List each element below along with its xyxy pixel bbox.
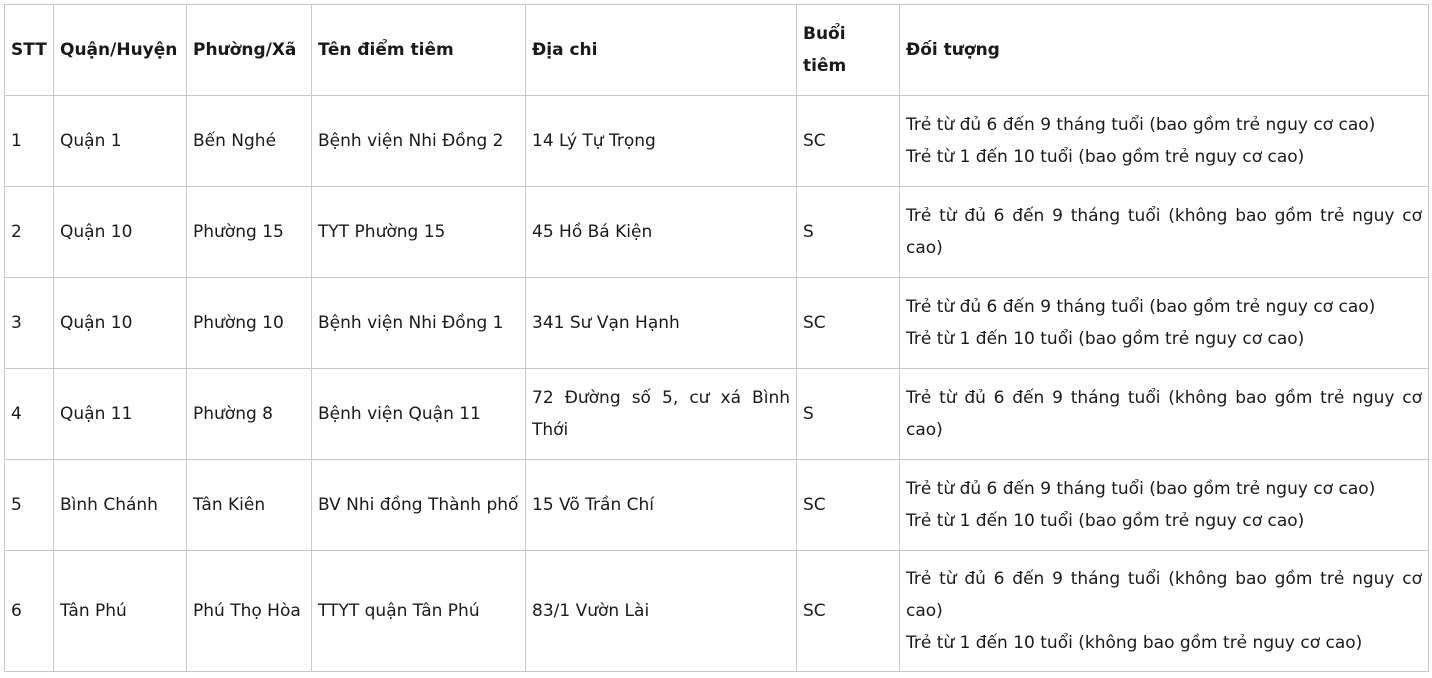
header-address: Địa chi (526, 5, 797, 96)
table-row (5, 96, 1429, 187)
target-line: Trẻ từ 1 đến 10 tuổi (bao gồm trẻ nguy cơ cao) (906, 511, 1305, 531)
target-line: Trẻ từ 1 đến 10 tuổi (bao gồm trẻ nguy cơ cao) (906, 329, 1305, 349)
cell-district: Quận 10 (54, 278, 187, 369)
header-ward: Phường/Xã (187, 5, 312, 96)
target-line: Trẻ từ đủ 6 đến 9 tháng tuổi (không bao gồm trẻ nguy cơ cao) (906, 569, 1422, 621)
target-line: Trẻ từ đủ 6 đến 9 tháng tuổi (bao gồm trẻ nguy cơ cao) (906, 297, 1376, 317)
cell-ward: Phường 8 (187, 369, 312, 460)
cell-target (900, 460, 1429, 551)
cell-address: 83/1 Vườn Lài (526, 551, 797, 672)
header-stt: STT (5, 5, 54, 96)
cell-target (900, 551, 1429, 672)
cell-site: Bệnh viện Nhi Đồng 1 (312, 278, 526, 369)
cell-address: 45 Hồ Bá Kiện (526, 187, 797, 278)
cell-session: S (797, 369, 900, 460)
cell-session: SC (797, 278, 900, 369)
cell-address: 15 Võ Trần Chí (526, 460, 797, 551)
cell-stt: 6 (5, 551, 54, 672)
cell-target (900, 369, 1429, 460)
cell-district: Bình Chánh (54, 460, 187, 551)
cell-ward: Bến Nghé (187, 96, 312, 187)
cell-session: S (797, 187, 900, 278)
header-target: Đối tượng (900, 5, 1429, 96)
table-row (5, 278, 1429, 369)
target-line: Trẻ từ 1 đến 10 tuổi (bao gồm trẻ nguy cơ cao) (906, 147, 1305, 167)
cell-ward: Phường 10 (187, 278, 312, 369)
target-line: Trẻ từ đủ 6 đến 9 tháng tuổi (bao gồm trẻ nguy cơ cao) (906, 479, 1376, 499)
cell-district: Quận 1 (54, 96, 187, 187)
cell-ward: Phường 15 (187, 187, 312, 278)
cell-site: BV Nhi đồng Thành phố (312, 460, 526, 551)
vaccination-sites-table (4, 4, 1429, 672)
cell-stt: 5 (5, 460, 54, 551)
cell-stt: 4 (5, 369, 54, 460)
cell-address: 14 Lý Tự Trọng (526, 96, 797, 187)
cell-stt: 1 (5, 96, 54, 187)
cell-site: Bệnh viện Quận 11 (312, 369, 526, 460)
cell-session: SC (797, 551, 900, 672)
target-line: Trẻ từ 1 đến 10 tuổi (không bao gồm trẻ nguy cơ cao) (906, 633, 1363, 653)
cell-address: 72 Đường số 5, cư xá Bình Thới (526, 369, 797, 460)
cell-ward: Tân Kiên (187, 460, 312, 551)
target-line: Trẻ từ đủ 6 đến 9 tháng tuổi (không bao gồm trẻ nguy cơ cao) (906, 388, 1422, 440)
table-row (5, 187, 1429, 278)
cell-session: SC (797, 460, 900, 551)
cell-district: Quận 10 (54, 187, 187, 278)
header-session: Buổi tiêm (797, 5, 900, 96)
cell-session: SC (797, 96, 900, 187)
table-row (5, 369, 1429, 460)
cell-site: TTYT quận Tân Phú (312, 551, 526, 672)
cell-district: Quận 11 (54, 369, 187, 460)
header-site: Tên điểm tiêm (312, 5, 526, 96)
table-row (5, 551, 1429, 672)
cell-target (900, 96, 1429, 187)
cell-target (900, 278, 1429, 369)
cell-target (900, 187, 1429, 278)
header-district: Quận/Huyện (54, 5, 187, 96)
cell-district: Tân Phú (54, 551, 187, 672)
cell-address: 341 Sư Vạn Hạnh (526, 278, 797, 369)
cell-stt: 3 (5, 278, 54, 369)
header-row (5, 5, 1429, 96)
target-line: Trẻ từ đủ 6 đến 9 tháng tuổi (bao gồm trẻ nguy cơ cao) (906, 115, 1376, 135)
cell-site: TYT Phường 15 (312, 187, 526, 278)
cell-stt: 2 (5, 187, 54, 278)
cell-ward: Phú Thọ Hòa (187, 551, 312, 672)
target-line: Trẻ từ đủ 6 đến 9 tháng tuổi (không bao gồm trẻ nguy cơ cao) (906, 206, 1422, 258)
cell-site: Bệnh viện Nhi Đồng 2 (312, 96, 526, 187)
table-row (5, 460, 1429, 551)
